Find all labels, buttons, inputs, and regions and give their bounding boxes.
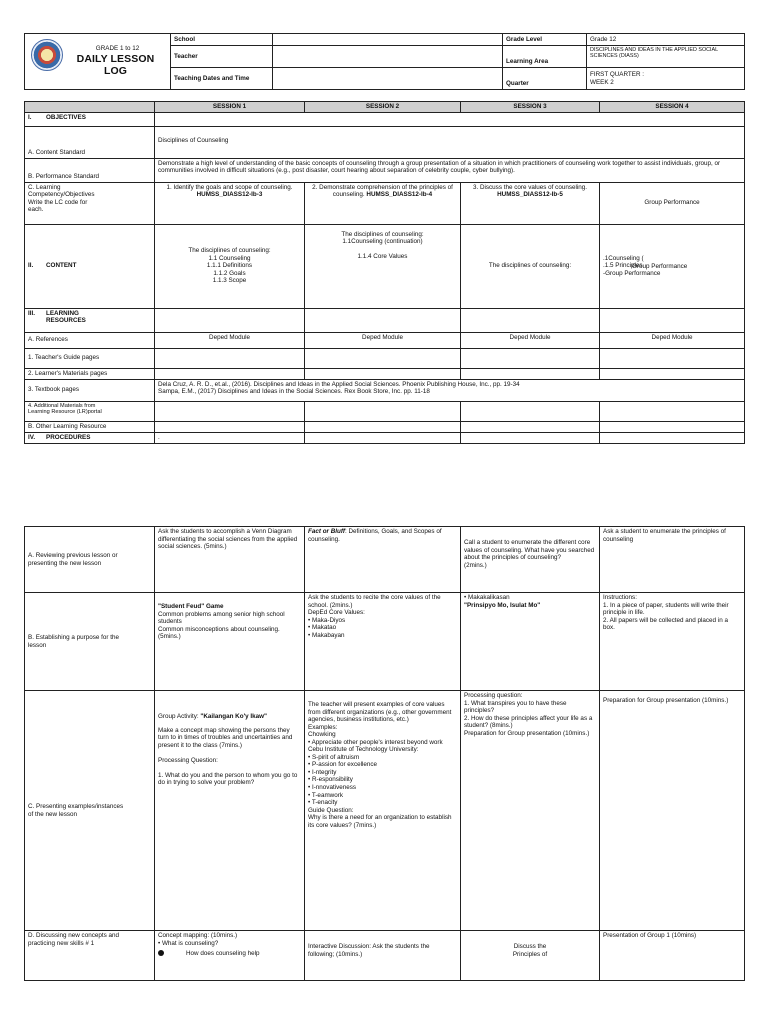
procedure-d-s4: Presentation of Group 1 (10mins): [600, 931, 745, 981]
proc-s4: [600, 432, 745, 443]
procedure-d-row: [25, 931, 745, 981]
procedure-b-s2: Ask the students to recite the core values of the school. (2mins.) DepEd Core Values: • Maka-Diyos • Makatao • Makabayan: [305, 593, 461, 691]
competencies-row: [25, 182, 745, 224]
procedure-a-s1: Ask the students to accomplish a Venn Diagram differentiating the social sciences from the applied social sciences. (5mins.): [155, 527, 305, 593]
procedure-a-s3: Call a student to enumerate the different core values of counseling. What have you searched about the principles of counseling? (2mins.): [461, 527, 600, 593]
lr-s4: [600, 401, 745, 421]
objectives-span: [155, 112, 745, 126]
procedure-b-s1-body: Common problems among senior high school students Common misconceptions about counseling. (5mins.): [158, 610, 285, 641]
competencies-label: C. Learning Competency/Objectives Write the LC code for each.: [25, 182, 155, 224]
lr-s1: [155, 401, 305, 421]
competency-session-2: [305, 182, 461, 224]
resources-s1: [155, 308, 305, 332]
procedure-b-label: B. Establishing a purpose for the lesson: [25, 593, 155, 691]
content-session-4-text: .1Counseling ( .1.5 Principles -Group Performance: [603, 254, 661, 277]
procedure-b-s3: [461, 593, 600, 691]
content-session-4-overlap: Group Performance: [632, 262, 688, 270]
teachers-guide-row: [25, 348, 745, 368]
procedure-d-s3: Discuss the Principles of: [461, 931, 600, 981]
content-standard-row: [25, 126, 745, 158]
student-feud-title: "Student Feud" Game: [158, 603, 224, 610]
references-row: [25, 332, 745, 348]
olr-s3: [461, 421, 600, 432]
content-standard-label: A. Content Standard: [25, 126, 155, 158]
content-heading: [25, 224, 155, 308]
procedures-label: PROCEDURES: [46, 433, 91, 441]
learning-area-value: DISCIPLINES AND IDEAS IN THE APPLIED SOCIAL SCIENCES (DIASS): [587, 46, 745, 68]
resources-heading: [25, 308, 155, 332]
grade-range: GRADE 1 to 12: [95, 45, 140, 53]
content-session-3: The disciplines of counseling:: [461, 224, 600, 308]
competency-1-text: 1. Identify the goals and scope of counseling.: [166, 183, 293, 191]
learning-area-label: Learning Area: [503, 46, 587, 68]
learners-materials-row: [25, 368, 745, 379]
quarter-value: FIRST QUARTER : WEEK 2: [587, 68, 745, 90]
procedure-c-label: C. Presenting examples/instances of the new lesson: [25, 691, 155, 931]
quarter-label: Quarter: [503, 68, 587, 90]
school-value[interactable]: [273, 34, 503, 46]
dates-label: Teaching Dates and Time: [171, 68, 273, 90]
content-session-1: The disciplines of counseling: 1.1 Counseling 1.1.1 Definitions 1.1.2 Goals 1.1.3 Scope: [155, 224, 305, 308]
lm-s1: [155, 368, 305, 379]
tg-s2: [305, 348, 461, 368]
objectives-heading: [25, 112, 155, 126]
grade-level-label: Grade Level: [503, 34, 587, 46]
blank-header-cell: [25, 102, 155, 113]
procedure-a-label: A. Reviewing previous lesson or presenting the new lesson: [25, 527, 155, 593]
session-4-header: SESSION 4: [600, 102, 745, 113]
additional-materials-label: 4. Additional Materials from Learning Resource (LR)portal: [25, 401, 155, 421]
group-activity-lead: Group Activity:: [158, 713, 201, 720]
school-label: School: [171, 34, 273, 46]
session-2-header: SESSION 2: [305, 102, 461, 113]
doc-title: DAILY LESSON LOG: [76, 52, 155, 78]
procedure-a-s4: Ask a student to enumerate the principles of counseling: [600, 527, 745, 593]
teacher-label: Teacher: [171, 46, 273, 68]
competency-1-code: HUMSS_DIASS12-Ib-3: [196, 191, 263, 199]
performance-standard-row: [25, 158, 745, 182]
resources-num: III.: [28, 309, 35, 317]
references-s2: Deped Module: [305, 332, 461, 348]
procedure-b-row: [25, 593, 745, 691]
proc-s2: [305, 432, 461, 443]
resources-s3: [461, 308, 600, 332]
olr-s1: [155, 421, 305, 432]
performance-standard-value: Demonstrate a high level of understanding of the basic concepts of counseling through a group presentation of a situation in which practitioners of counseling work together to assist individuals, group, or communities involved in difficult situations (e.g., post disaster, court hearing about separation of celebrity couple, cyber bullying).: [155, 158, 745, 182]
session-header-row: [25, 102, 745, 113]
additional-materials-row: [25, 401, 745, 421]
competency-2-code: HUMSS_DIASS12-Ib-4: [366, 191, 433, 199]
references-s4: Deped Module: [600, 332, 745, 348]
procedure-a-s2: [305, 527, 461, 593]
objectives-row: [25, 112, 745, 126]
proc-s3: [461, 432, 600, 443]
olr-s4: [600, 421, 745, 432]
session-1-header: SESSION 1: [155, 102, 305, 113]
grade-level-value: Grade 12: [587, 34, 745, 46]
content-standard-value: Disciplines of Counseling: [155, 126, 745, 158]
lesson-log-table: [24, 101, 745, 444]
procedure-d-s1: [155, 931, 305, 981]
lr-s3: [461, 401, 600, 421]
dates-value[interactable]: [273, 68, 503, 90]
content-session-4: [600, 224, 745, 308]
procedure-c-s1: [155, 691, 305, 931]
procedure-c-row: [25, 691, 745, 931]
content-session-2: The disciplines of counseling: 1.1Counseling (continuation) 1.1.4 Core Values: [305, 224, 461, 308]
resources-s2: [305, 308, 461, 332]
lm-s2: [305, 368, 461, 379]
learners-materials-label: 2. Learner's Materials pages: [25, 368, 155, 379]
deped-seal-logo: [31, 39, 63, 71]
content-num: II.: [28, 262, 34, 270]
competency-session-4: Group Performance: [600, 182, 745, 224]
procedure-b-s1: [155, 593, 305, 691]
procedures-heading: [25, 432, 155, 443]
session-3-header: SESSION 3: [461, 102, 600, 113]
procedure-c-s2: The teacher will present examples of core values from different organizations (e.g., other government agencies, business institutions, etc.) Examples: Chowking • Appreciate other people's interest beyond work Cebu Institute of Technology University: • S-pirit of altruism • P-assion for excellence • I-ntegrity • R-esponsibility • I-nnovativeness • T-eamwork • T-enacity Guide Question: Why is there a need for an organization to establish its core values? (7mins.): [305, 691, 461, 931]
teachers-guide-label: 1. Teacher's Guide pages: [25, 348, 155, 368]
other-resource-row: [25, 421, 745, 432]
kailangan-title: "Kailangan Ko'y Ikaw": [200, 713, 267, 720]
content-label: CONTENT: [46, 262, 77, 270]
tg-s1: [155, 348, 305, 368]
procedure-a-s2-text: : Definitions, Goals, and Scopes of counseling.: [308, 528, 442, 543]
lm-s4: [600, 368, 745, 379]
fact-or-bluff: Fact or Bluff: [308, 528, 345, 535]
procedure-c-s1-body: Make a concept map showing the persons they turn to in times of troubles and uncertainties and present it to the class (7mins.) Processing Question: 1. What do you and the person to whom you go to do in trying to solve your problem?: [158, 726, 298, 787]
textbook-row: [25, 379, 745, 401]
procedure-b-s3-line: • Makakalikasan: [464, 594, 510, 601]
olr-s2: [305, 421, 461, 432]
other-resource-label: B. Other Learning Resource: [25, 421, 155, 432]
procedure-d-s2: Interactive Discussion: Ask the students the following; (10mins.): [305, 931, 461, 981]
textbook-label: 3. Textbook pages: [25, 379, 155, 401]
competency-3-text: 3. Discuss the core values of counseling.: [472, 183, 588, 191]
procedures-num: IV.: [28, 433, 36, 441]
competency-session-1: [155, 182, 305, 224]
prinsipyo-title: "Prinsipyo Mo, Isulat Mo": [464, 601, 541, 609]
procedure-a-row: [25, 527, 745, 593]
procedure-b-s4: Instructions: 1. In a piece of paper, students will write their principle in life. 2. All papers will be collected and placed in a box.: [600, 593, 745, 691]
competency-2-text: 2. Demonstrate comprehension of the principles of counseling.: [312, 183, 453, 199]
lm-s3: [461, 368, 600, 379]
procedure-c-s4: Preparation for Group presentation (10mins.): [600, 691, 745, 931]
textbook-value: Dela Cruz, A. R. D., et.al., (2016). Disciplines and Ideas in the Applied Social Sciences. Phoenix Publishing House, Inc., pp. 19-34 Sampa, E.M., (2017) Disciplines and Ideas in the Social Sciences. Rex Book Store, Inc. pp. 11-18: [155, 379, 745, 401]
procedure-d-label: D. Discussing new concepts and practicing new skills # 1: [25, 931, 155, 981]
objectives-label: OBJECTIVES: [46, 113, 86, 121]
deped-seal-cell: [25, 34, 171, 90]
competency-session-3: [461, 182, 600, 224]
teacher-value[interactable]: [273, 46, 503, 68]
performance-standard-label: B. Performance Standard: [25, 158, 155, 182]
references-s3: Deped Module: [461, 332, 600, 348]
procedure-d-s1-bullet: How does counseling help: [186, 950, 260, 958]
procedures-s1: .: [155, 432, 305, 443]
resources-label: LEARNING RESOURCES: [46, 309, 86, 325]
content-row: [25, 224, 745, 308]
header-table: [24, 33, 745, 90]
procedures-row: [25, 432, 745, 443]
competency-3-code: HUMSS_DIASS12-Ib-5: [497, 191, 563, 199]
resources-s4: [600, 308, 745, 332]
procedures-table: [24, 526, 745, 981]
lr-s2: [305, 401, 461, 421]
learning-resources-row: [25, 308, 745, 332]
procedure-d-s1-text: Concept mapping: (10mins.) • What is counseling?: [158, 932, 238, 947]
procedure-c-s3: Processing question: 1. What transpires you to have these principles? 2. How do these principles affect your life as a student? (8mins.) Preparation for Group presentation (10mins.): [461, 691, 600, 931]
references-s1: Deped Module: [155, 332, 305, 348]
bullet-icon: [158, 950, 164, 956]
references-label: A. References: [25, 332, 155, 348]
tg-s3: [461, 348, 600, 368]
objectives-num: I.: [28, 113, 32, 121]
tg-s4: [600, 348, 745, 368]
